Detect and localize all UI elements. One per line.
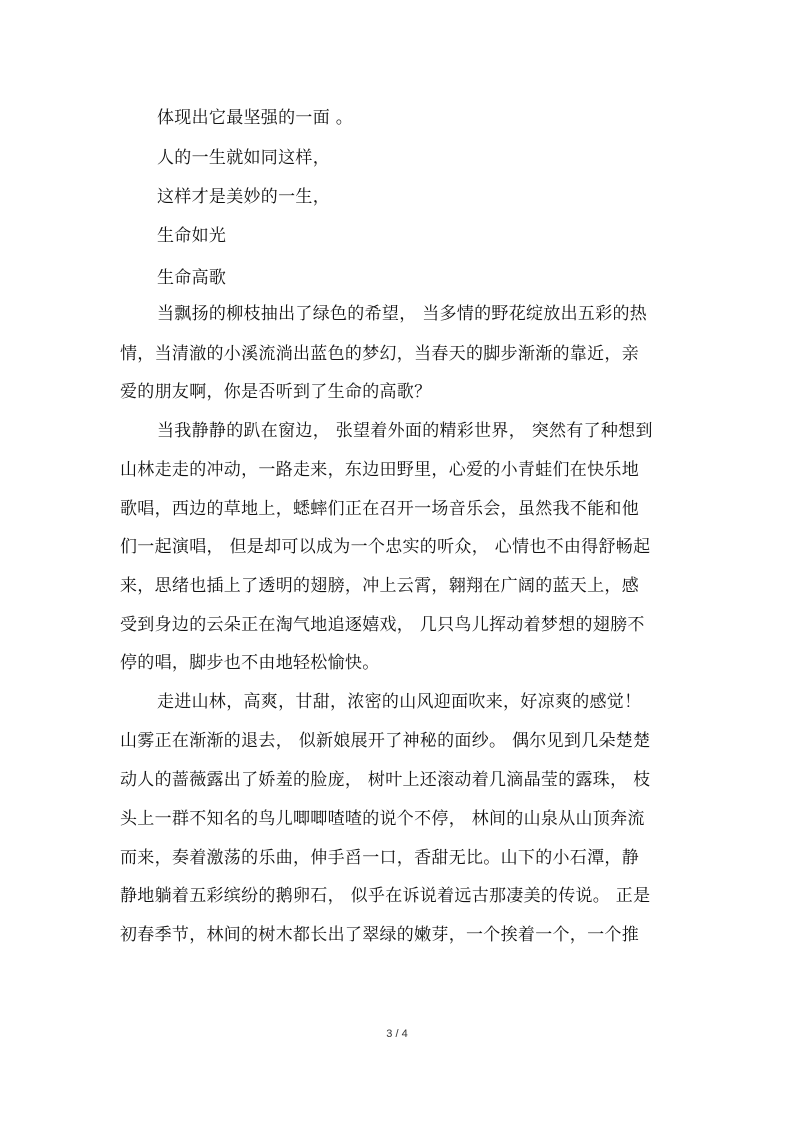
text-line: 当飘扬的柳枝抽出了绿色的希望， 当多情的野花绽放出五彩的热: [157, 304, 648, 324]
text-line: 走进山林，高爽，甘甜，浓密的山风迎面吹来，好凉爽的感觉！: [157, 692, 642, 712]
text-line: 体现出它最坚强的一面 。: [157, 108, 354, 128]
text-line: 人的一生就如同这样，: [157, 148, 330, 168]
text-line: 动人的蔷薇露出了娇羞的脸庞， 树叶上还滚动着几滴晶莹的露珠， 枝: [120, 770, 651, 790]
text-line: 头上一群不知名的鸟儿唧唧喳喳的说个不停， 林间的山泉从山顶奔流: [120, 809, 645, 829]
text-line: 这样才是美妙的一生，: [157, 187, 330, 207]
text-line: 们一起演唱， 但是却可以成为一个忠实的听众， 心情也不由得舒畅起: [120, 537, 651, 557]
text-line: 生命高歌: [157, 268, 227, 288]
text-line: 当我静静的趴在窗边， 张望着外面的精彩世界， 突然有了种想到: [157, 421, 653, 441]
text-line: 歌唱，西边的草地上，蟋蟀们正在召开一场音乐会，虽然我不能和他: [120, 499, 639, 519]
text-line: 山林走走的冲动，一路走来，东边田野里，心爱的小青蛙们在快乐地: [120, 460, 639, 480]
text-line: 情，当清澈的小溪流淌出蓝色的梦幻，当春天的脚步渐渐的靠近，亲: [120, 344, 639, 364]
text-line: 受到身边的云朵正在淘气地追逐嬉戏， 几只鸟儿挥动着梦想的翅膀不: [120, 615, 645, 635]
page-number: 3 / 4: [386, 1028, 408, 1040]
text-line: 静地躺着五彩缤纷的鹅卵石， 似乎在诉说着远古那凄美的传说。 正是: [120, 886, 651, 906]
text-line: 初春季节，林间的树木都长出了翠绿的嫩芽，一个挨着一个，一个推: [120, 925, 639, 945]
text-line: 停的唱，脚步也不由地轻松愉快。: [120, 653, 380, 673]
text-line: 生命如光: [157, 226, 227, 246]
text-line: 而来，奏着激荡的乐曲，伸手舀一口，香甜无比。山下的小石潭，静: [120, 848, 639, 868]
text-line: 山雾正在渐渐的退去， 似新娘展开了神秘的面纱。 偶尔见到几朵楚楚: [120, 731, 651, 751]
text-line: 爱的朋友啊，你是否听到了生命的高歌？: [120, 382, 432, 402]
text-line: 来，思绪也插上了透明的翅膀，冲上云霄，翱翔在广阔的蓝天上，感: [120, 576, 639, 596]
